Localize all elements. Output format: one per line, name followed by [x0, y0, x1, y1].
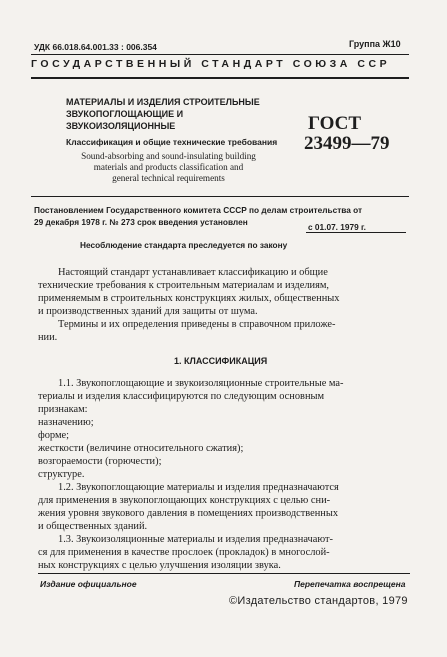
- top-rule: [31, 54, 409, 55]
- title-english-line-1: Sound-absorbing and sound-insulating building: [81, 151, 256, 161]
- intro-p2-line-1: Термины и их определения приведены в справочном приложе-: [58, 319, 336, 330]
- decree-line-1: Постановлением Государственного комитета СССР по делам строительства от: [34, 205, 363, 215]
- title-english-line-2: materials and products classification and: [93, 162, 244, 172]
- intro-p1-line-1: Настоящий стандарт устанавливает классификацию и общие: [58, 267, 328, 278]
- title-block: [66, 96, 286, 184]
- section-heading: 1. КЛАССИФИКАЦИЯ: [174, 356, 268, 366]
- intro-p1-line-2: технические требования к строительным материалам и изделиям,: [38, 280, 330, 291]
- gost-number: 23499—79: [304, 133, 390, 154]
- publisher-copyright: ©Издательство стандартов, 1979: [229, 595, 408, 607]
- decree-line-2: 29 декабря 1978 г. № 273 срок введения установлен: [34, 216, 248, 227]
- footer-rule: [38, 573, 410, 574]
- clause-1-1-line-2: териалы и изделия классифицируются по следующим основным: [38, 391, 325, 402]
- penalty-notice: Несоблюдение стандарта преследуется по закону: [80, 240, 288, 250]
- clause-1-2-line-4: и общественных зданий.: [38, 521, 148, 532]
- list-item: назначению;: [38, 417, 94, 428]
- official-edition: Издание официальное: [40, 579, 137, 589]
- clause-1-3-line-3: ных конструкциях с целью улучшения изоляции звука.: [38, 560, 281, 571]
- clause-1-1-line-1: 1.1. Звукопоглощающие и звукоизоляционные строительные ма-: [58, 378, 344, 389]
- gost-label: ГОСТ: [308, 113, 362, 134]
- standard-banner: ГОСУДАРСТВЕННЫЙ СТАНДАРТ СОЮЗА ССР: [31, 58, 391, 70]
- effective-date: с 01.07. 1979 г.: [308, 222, 366, 232]
- decree-top-rule: [31, 196, 409, 197]
- banner-rule: [31, 77, 409, 79]
- intro-text: [38, 266, 410, 344]
- title-line-1: МАТЕРИАЛЫ И ИЗДЕЛИЯ СТРОИТЕЛЬНЫЕ: [66, 97, 260, 107]
- title-subtitle: Классификация и общие технические требования: [66, 137, 278, 147]
- list-item: структуре.: [38, 469, 85, 480]
- list-item: форме;: [38, 430, 70, 441]
- list-item: жесткости (величине относительного сжатия);: [38, 443, 244, 454]
- clause-1-2-line-1: 1.2. Звукопоглощающие материалы и изделия предназначаются: [58, 482, 339, 493]
- clause-1-3-line-1: 1.3. Звукоизоляционные материалы и изделия предназначают-: [58, 534, 333, 545]
- group-code: Группа Ж10: [349, 39, 401, 49]
- section1-text: [38, 377, 410, 572]
- clause-1-2-line-3: жения уровня звукового давления в помещениях производственных: [38, 508, 339, 519]
- date-underline: [306, 232, 406, 233]
- reprint-prohibited: Перепечатка воспрещена: [294, 579, 406, 589]
- clause-1-3-line-2: ся для применения в качестве прослоек (прокладок) в многослой-: [38, 547, 330, 558]
- intro-p1-line-3: применяемым в строительных конструкциях жилых, общественных: [38, 293, 340, 304]
- intro-p2-line-2: нии.: [38, 332, 58, 343]
- udk-code: УДК 66.018.64.001.33 : 006.354: [34, 42, 157, 52]
- list-item: возгораемости (горючести);: [38, 456, 162, 467]
- title-english: [66, 151, 271, 184]
- title-english-line-3: general technical requirements: [112, 173, 225, 183]
- intro-p1-line-4: и производственных зданий для защиты от шума.: [38, 306, 258, 317]
- clause-1-2-line-2: для применения в звукопоглощающих конструкциях с целью сни-: [38, 495, 331, 506]
- clause-1-1-line-3: признакам:: [38, 404, 88, 415]
- title-line-2: ЗВУКОПОГЛОЩАЮЩИЕ И ЗВУКОИЗОЛЯЦИОННЫЕ: [66, 109, 184, 131]
